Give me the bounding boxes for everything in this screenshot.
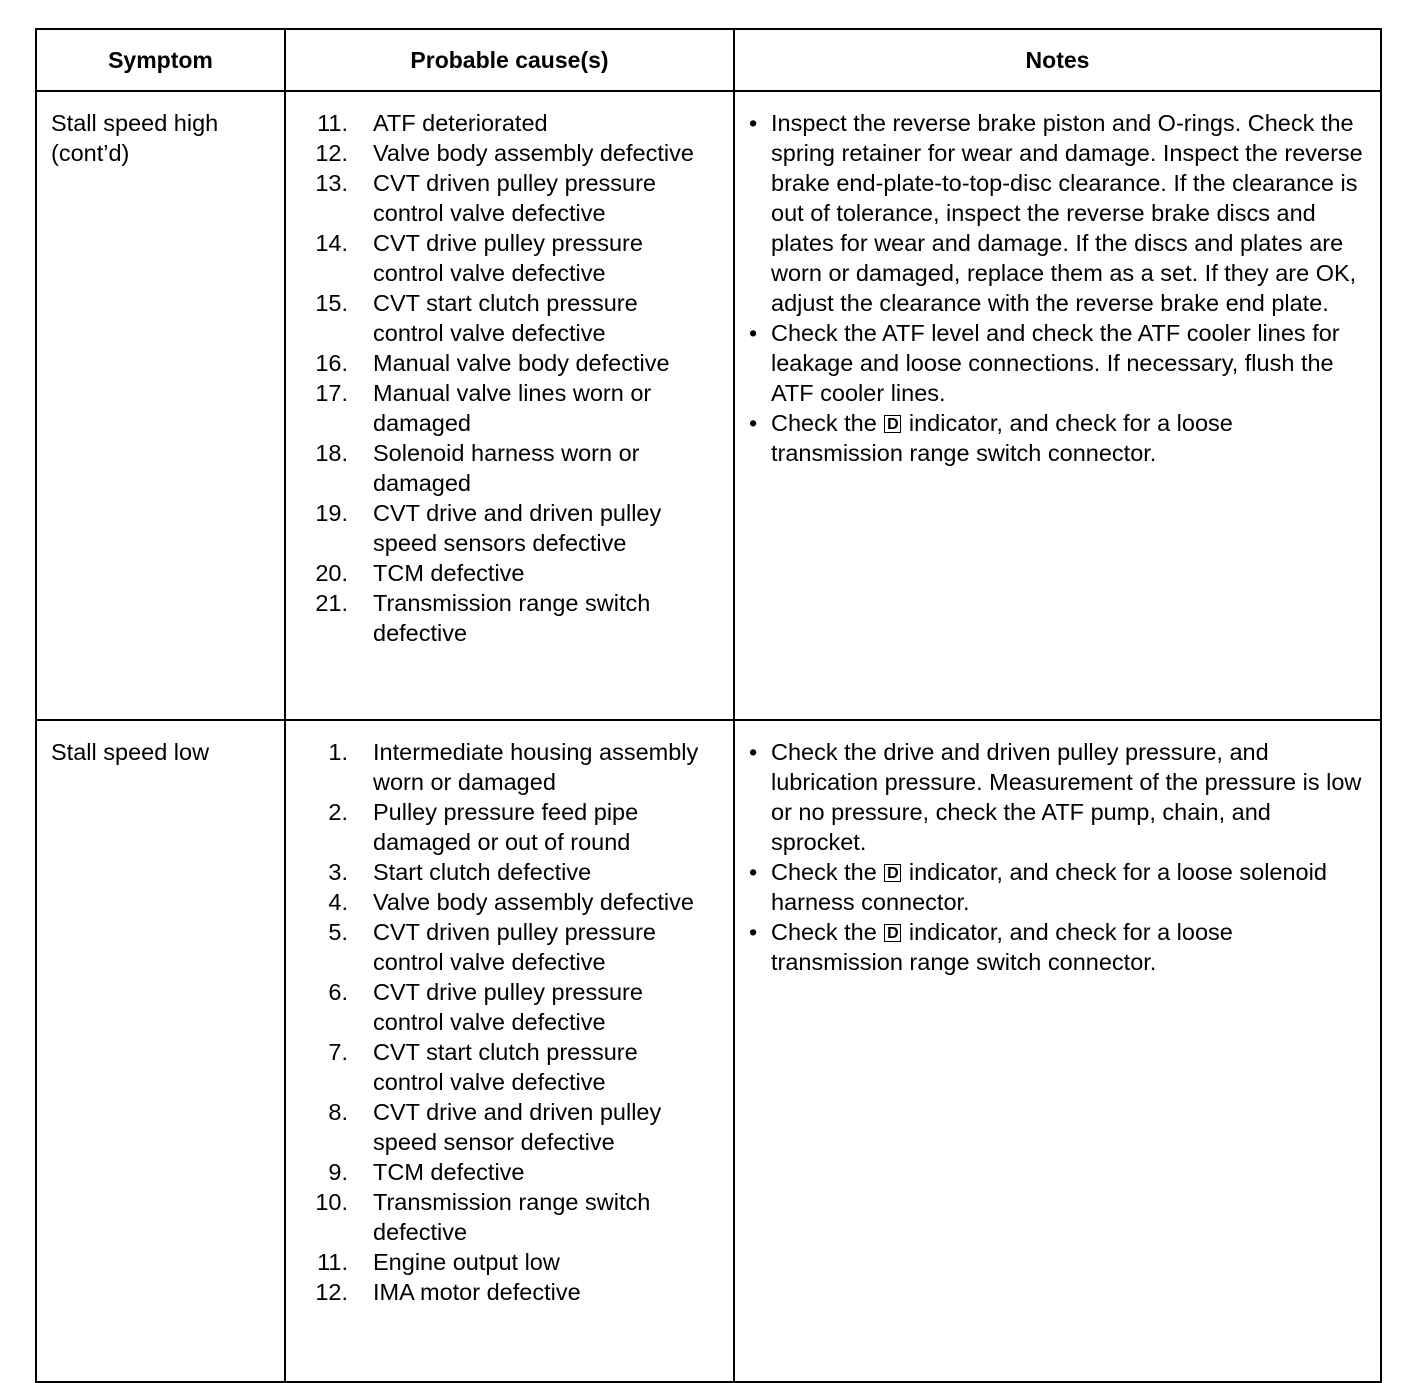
- cause-text: Transmission range switch defective: [373, 1189, 651, 1245]
- cause-item: [286, 977, 733, 1037]
- cause-item: [286, 558, 733, 588]
- cause-number: 7.: [328, 1039, 348, 1065]
- cause-number: 1.: [328, 739, 348, 765]
- bullet-icon: •: [749, 739, 758, 765]
- cause-number: 13.: [315, 170, 348, 196]
- cause-item: [286, 168, 733, 228]
- cause-text: Solenoid harness worn or damaged: [373, 440, 640, 496]
- cause-number: 21.: [315, 590, 348, 616]
- cause-number: 5.: [328, 919, 348, 945]
- cause-text: ATF deteriorated: [373, 110, 548, 136]
- note-item: [749, 737, 1370, 857]
- cause-text: CVT driven pulley pressure control valve defective: [373, 919, 656, 975]
- cause-number: 11.: [317, 110, 348, 136]
- cause-text: CVT drive and driven pulley speed sensor defective: [373, 1099, 662, 1155]
- probable-causes-cell: [285, 91, 734, 720]
- cause-text: Pulley pressure feed pipe damaged or out of round: [373, 799, 639, 855]
- bullet-icon: •: [749, 410, 758, 436]
- cause-item: [286, 887, 733, 917]
- symptom-text: (cont’d): [51, 140, 130, 166]
- cause-number: 15.: [315, 290, 348, 316]
- cause-number: 12.: [315, 1279, 348, 1305]
- note-item: [749, 408, 1370, 468]
- note-text: [771, 737, 1370, 857]
- symptom-cell: [36, 720, 285, 1382]
- cause-item: [286, 108, 733, 138]
- header-symptom: Symptom: [36, 29, 285, 91]
- symptom-text: Stall speed low: [51, 739, 210, 765]
- note-text: [771, 318, 1370, 408]
- cause-number: 11.: [317, 1249, 348, 1275]
- cause-number: 2.: [328, 799, 348, 825]
- header-notes: Notes: [734, 29, 1381, 91]
- cause-item: [286, 1157, 733, 1187]
- cause-item: [286, 1037, 733, 1097]
- d-indicator-icon: D: [884, 924, 901, 942]
- cause-item: [286, 438, 733, 498]
- cause-text: TCM defective: [373, 1159, 525, 1185]
- bullet-icon: •: [749, 110, 758, 136]
- cause-text: Engine output low: [373, 1249, 560, 1275]
- note-text-before: Check the ATF level and check the ATF cooler lines for leakage and loose connections. If necessary, flush the ATF cooler lines.: [771, 320, 1340, 406]
- cause-number: 18.: [315, 440, 348, 466]
- cause-text: Manual valve body defective: [373, 350, 670, 376]
- cause-text: CVT start clutch pressure control valve defective: [373, 1039, 638, 1095]
- note-text-before: Check the: [771, 410, 877, 436]
- cause-text: CVT driven pulley pressure control valve defective: [373, 170, 656, 226]
- bullet-icon: •: [749, 320, 758, 346]
- bullet-icon: •: [749, 859, 758, 885]
- cause-text: IMA motor defective: [373, 1279, 581, 1305]
- cause-number: 9.: [328, 1159, 348, 1185]
- cause-text: CVT drive pulley pressure control valve defective: [373, 979, 643, 1035]
- cause-item: [286, 498, 733, 558]
- cause-item: [286, 138, 733, 168]
- note-text: [771, 408, 1370, 468]
- cause-number: 10.: [315, 1189, 348, 1215]
- cause-item: [286, 737, 733, 797]
- cause-number: 19.: [315, 500, 348, 526]
- table-row: [36, 91, 1381, 720]
- note-text-before: Check the: [771, 919, 877, 945]
- d-indicator-icon: D: [884, 864, 901, 882]
- probable-causes-cell: [285, 720, 734, 1382]
- header-probable-causes: Probable cause(s): [285, 29, 734, 91]
- cause-number: 6.: [328, 979, 348, 1005]
- cause-number: 17.: [315, 380, 348, 406]
- cause-text: Transmission range switch defective: [373, 590, 651, 646]
- cause-item: [286, 348, 733, 378]
- cause-item: [286, 288, 733, 348]
- cause-number: 14.: [315, 230, 348, 256]
- cause-item: [286, 1097, 733, 1157]
- note-item: [749, 108, 1370, 318]
- notes-cell: [734, 91, 1381, 720]
- cause-number: 8.: [328, 1099, 348, 1125]
- cause-text: TCM defective: [373, 560, 525, 586]
- note-text-after: indicator, and check for a loose transmission range switch connector.: [771, 410, 1233, 466]
- cause-item: [286, 1187, 733, 1247]
- note-item: [749, 857, 1370, 917]
- cause-text: Valve body assembly defective: [373, 889, 694, 915]
- cause-number: 12.: [315, 140, 348, 166]
- d-indicator-icon: D: [884, 415, 901, 433]
- cause-item: [286, 797, 733, 857]
- header-row: [36, 29, 1381, 91]
- cause-item: [286, 228, 733, 288]
- cause-text: CVT drive pulley pressure control valve defective: [373, 230, 643, 286]
- bullet-icon: •: [749, 919, 758, 945]
- table-row: [36, 720, 1381, 1382]
- note-text-before: Check the drive and driven pulley pressure, and lubrication pressure. Measurement of the pressure is low or no pressure, check the ATF pump, chain, and sprocket.: [771, 739, 1362, 855]
- cause-item: [286, 588, 733, 648]
- cause-text: Start clutch defective: [373, 859, 592, 885]
- cause-number: 3.: [328, 859, 348, 885]
- note-text-after: indicator, and check for a loose solenoid harness connector.: [771, 859, 1327, 915]
- troubleshooting-table: [35, 28, 1382, 1383]
- cause-text: CVT start clutch pressure control valve defective: [373, 290, 638, 346]
- cause-number: 20.: [315, 560, 348, 586]
- note-item: [749, 917, 1370, 977]
- note-text-after: indicator, and check for a loose transmission range switch connector.: [771, 919, 1233, 975]
- cause-text: Valve body assembly defective: [373, 140, 694, 166]
- note-text: [771, 108, 1370, 318]
- cause-item: [286, 1247, 733, 1277]
- note-text: [771, 857, 1370, 917]
- cause-number: 4.: [328, 889, 348, 915]
- symptom-cell: [36, 91, 285, 720]
- cause-item: [286, 1277, 733, 1307]
- symptom-text: Stall speed high: [51, 110, 219, 136]
- note-text-before: Inspect the reverse brake piston and O-rings. Check the spring retainer for wear and damage. Inspect the reverse brake end-plate-to-top-disc clearance. If the clearance is out of tolerance, inspect the reverse brake discs and plates for wear and damage. If the discs and plates are worn or damaged, replace them as a set. If they are OK, adjust the clearance with the reverse brake end plate.: [771, 110, 1363, 316]
- cause-item: [286, 378, 733, 438]
- cause-item: [286, 917, 733, 977]
- note-item: [749, 318, 1370, 408]
- cause-text: Intermediate housing assembly worn or damaged: [373, 739, 699, 795]
- note-text: [771, 917, 1370, 977]
- cause-text: CVT drive and driven pulley speed sensors defective: [373, 500, 662, 556]
- cause-text: Manual valve lines worn or damaged: [373, 380, 652, 436]
- notes-cell: [734, 720, 1381, 1382]
- cause-number: 16.: [315, 350, 348, 376]
- cause-item: [286, 857, 733, 887]
- note-text-before: Check the: [771, 859, 877, 885]
